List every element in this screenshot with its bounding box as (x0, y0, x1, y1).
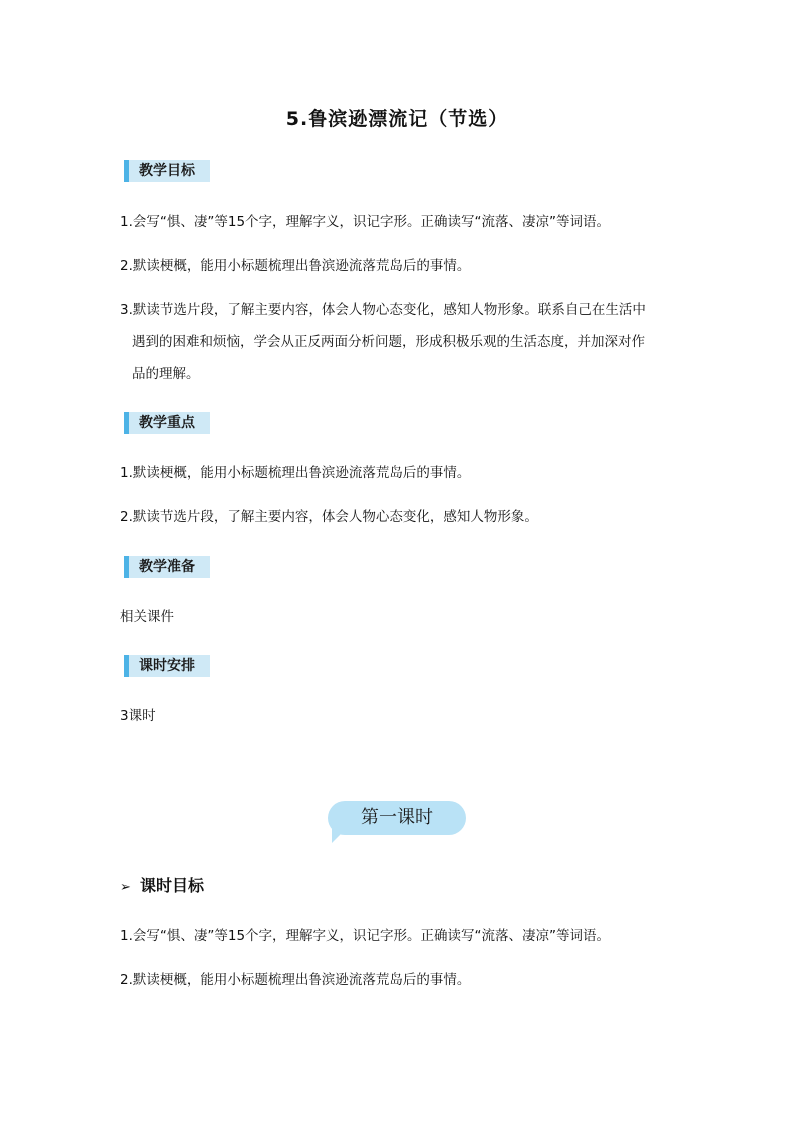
goal-item-2: 2.默读梗概，能用小标题梳理出鲁滨逊流落荒岛后的事情。 (120, 258, 471, 274)
chevron-right-icon: ➢ (120, 880, 131, 895)
section-tag-schedule: 课时安排 (124, 655, 210, 677)
lesson-badge-label: 第一课时 (328, 801, 466, 835)
page-title: 5.鲁滨逊漂流记（节选） (285, 108, 509, 130)
lesson-goal-item-2: 2.默读梗概，能用小标题梳理出鲁滨逊流落荒岛后的事情。 (120, 972, 471, 988)
goal-item-3-line-2: 遇到的困难和烦恼，学会从正反两面分析问题，形成积极乐观的生活态度，并加深对作 (132, 334, 645, 350)
lesson-goal-item-1: 1.会写“惧、凄”等15个字，理解字义，识记字形。正确读写“流落、凄凉”等词语。 (120, 928, 611, 944)
lesson-badge (328, 801, 466, 843)
section-tag-focus: 教学重点 (124, 412, 210, 434)
lesson-goals-heading-label: 课时目标 (140, 876, 205, 895)
lesson-goals-heading (120, 874, 204, 898)
goal-item-3-line-1: 3.默读节选片段，了解主要内容，体会人物心态变化，感知人物形象。联系自己在生活中 (120, 302, 646, 318)
prep-text: 相关课件 (120, 609, 174, 625)
focus-item-1: 1.默读梗概，能用小标题梳理出鲁滨逊流落荒岛后的事情。 (120, 465, 471, 481)
focus-item-2: 2.默读节选片段，了解主要内容，体会人物心态变化，感知人物形象。 (120, 509, 538, 525)
goal-item-1: 1.会写“惧、凄”等15个字，理解字义，识记字形。正确读写“流落、凄凉”等词语。 (120, 214, 611, 230)
schedule-text: 3课时 (120, 708, 156, 724)
section-tag-goals: 教学目标 (124, 160, 210, 182)
section-tag-prep: 教学准备 (124, 556, 210, 578)
goal-item-3-line-3: 品的理解。 (132, 366, 200, 382)
